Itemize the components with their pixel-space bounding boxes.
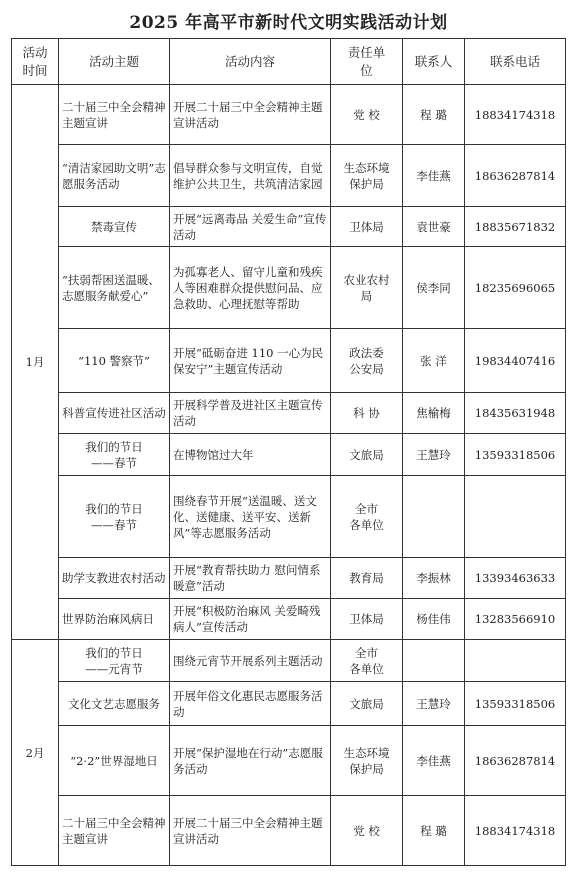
unit-cell: 全市 各单位 — [331, 640, 403, 682]
table-row — [12, 145, 566, 207]
content-cell: 开展“教育帮扶助力 慰问情系暖意”活动 — [170, 558, 331, 599]
month-cell-february: 2月 — [12, 640, 59, 866]
table-row — [12, 558, 566, 599]
header-contact: 联系人 — [403, 39, 465, 85]
contact-cell: 李佳燕 — [403, 145, 465, 207]
unit-cell: 党 校 — [331, 796, 403, 866]
contact-cell: 李佳燕 — [403, 726, 465, 796]
unit-cell: 生态环境 保护局 — [331, 726, 403, 796]
phone-cell: 18834174318 — [465, 85, 566, 145]
table-row — [12, 640, 566, 682]
table-row — [12, 434, 566, 476]
page-title: 2025 年高平市新时代文明实践活动计划 — [129, 13, 448, 33]
content-cell: 围绕春节开展“送温暖、送文化、送健康、送平安、送新风”等志愿服务活动 — [170, 476, 331, 558]
unit-cell: 农业农村 局 — [331, 247, 403, 329]
header-time: 活动 时间 — [12, 39, 59, 85]
unit-cell: 卫体局 — [331, 599, 403, 640]
header-phone: 联系电话 — [465, 39, 566, 85]
contact-cell: 程 璐 — [403, 85, 465, 145]
content-cell: 开展二十届三中全会精神主题宣讲活动 — [170, 796, 331, 866]
contact-cell — [403, 640, 465, 682]
phone-cell: 18636287814 — [465, 145, 566, 207]
phone-cell: 18235696065 — [465, 247, 566, 329]
phone-cell: 19834407416 — [465, 329, 566, 393]
contact-cell: 侯李同 — [403, 247, 465, 329]
header-theme: 活动主题 — [59, 39, 170, 85]
unit-cell: 生态环境 保护局 — [331, 145, 403, 207]
content-cell: 开展“积极防治麻风 关爱畸残病人”宣传活动 — [170, 599, 331, 640]
theme-cell: 我们的节日 ——元宵节 — [59, 640, 170, 682]
table-row — [12, 85, 566, 145]
content-cell: 开展“保护湿地在行动”志愿服务活动 — [170, 726, 331, 796]
theme-cell: 禁毒宣传 — [59, 207, 170, 247]
theme-cell: “110 警察节” — [59, 329, 170, 393]
unit-cell: 文旅局 — [331, 434, 403, 476]
table-row — [12, 599, 566, 640]
content-cell: 在博物馆过大年 — [170, 434, 331, 476]
theme-cell: 科普宣传进社区活动 — [59, 393, 170, 434]
contact-cell — [403, 476, 465, 558]
table-row — [12, 207, 566, 247]
contact-cell: 王慧玲 — [403, 682, 465, 726]
unit-cell: 文旅局 — [331, 682, 403, 726]
theme-cell: 二十届三中全会精神主题宣讲 — [59, 796, 170, 866]
theme-cell: 文化文艺志愿服务 — [59, 682, 170, 726]
content-cell: 开展二十届三中全会精神主题宣讲活动 — [170, 85, 331, 145]
theme-cell: 我们的节日 ——春节 — [59, 434, 170, 476]
contact-cell: 焦榆梅 — [403, 393, 465, 434]
unit-cell: 政法委 公安局 — [331, 329, 403, 393]
header-row — [12, 39, 566, 85]
theme-cell: “扶弱帮困送温暖、志愿服务献爱心” — [59, 247, 170, 329]
contact-cell: 李振林 — [403, 558, 465, 599]
table-row — [12, 682, 566, 726]
theme-cell: 我们的节日 ——春节 — [59, 476, 170, 558]
content-cell: 开展“砥砺奋进 110 一心为民保安宁”主题宣传活动 — [170, 329, 331, 393]
phone-cell: 13283566910 — [465, 599, 566, 640]
theme-cell: “清洁家园助文明”志愿服务活动 — [59, 145, 170, 207]
month-cell-january: 1月 — [12, 85, 59, 640]
phone-cell — [465, 476, 566, 558]
phone-cell: 13593318506 — [465, 682, 566, 726]
unit-cell: 科 协 — [331, 393, 403, 434]
table-row — [12, 393, 566, 434]
unit-cell: 卫体局 — [331, 207, 403, 247]
unit-cell: 全市 各单位 — [331, 476, 403, 558]
content-cell: 为孤寡老人、留守儿童和残疾人等困难群众提供慰问品、应急救助、心理抚慰等帮助 — [170, 247, 331, 329]
content-cell: 围绕元宵节开展系列主题活动 — [170, 640, 331, 682]
phone-cell: 13593318506 — [465, 434, 566, 476]
contact-cell: 程 璐 — [403, 796, 465, 866]
phone-cell: 18636287814 — [465, 726, 566, 796]
content-cell: 开展年俗文化惠民志愿服务活动 — [170, 682, 331, 726]
contact-cell: 杨佳伟 — [403, 599, 465, 640]
content-cell: 倡导群众参与文明宣传，自觉维护公共卫生，共筑清洁家园 — [170, 145, 331, 207]
phone-cell: 18435631948 — [465, 393, 566, 434]
header-content: 活动内容 — [170, 39, 331, 85]
table-row — [12, 476, 566, 558]
theme-cell: 世界防治麻风病日 — [59, 599, 170, 640]
theme-cell: 助学支教进农村活动 — [59, 558, 170, 599]
content-cell: 开展科学普及进社区主题宣传活动 — [170, 393, 331, 434]
unit-cell: 党 校 — [331, 85, 403, 145]
phone-cell: 13393463633 — [465, 558, 566, 599]
unit-cell: 教育局 — [331, 558, 403, 599]
contact-cell: 袁世豪 — [403, 207, 465, 247]
theme-cell: 二十届三中全会精神主题宣讲 — [59, 85, 170, 145]
phone-cell — [465, 640, 566, 682]
table-row — [12, 726, 566, 796]
table-row — [12, 329, 566, 393]
contact-cell: 王慧玲 — [403, 434, 465, 476]
theme-cell: “2·2”世界湿地日 — [59, 726, 170, 796]
table-row — [12, 796, 566, 866]
phone-cell: 18834174318 — [465, 796, 566, 866]
contact-cell: 张 洋 — [403, 329, 465, 393]
table-row — [12, 247, 566, 329]
header-unit: 责任单 位 — [331, 39, 403, 85]
phone-cell: 18835671832 — [465, 207, 566, 247]
activity-plan-table — [11, 38, 566, 866]
content-cell: 开展“远离毒品 关爱生命”宣传活动 — [170, 207, 331, 247]
